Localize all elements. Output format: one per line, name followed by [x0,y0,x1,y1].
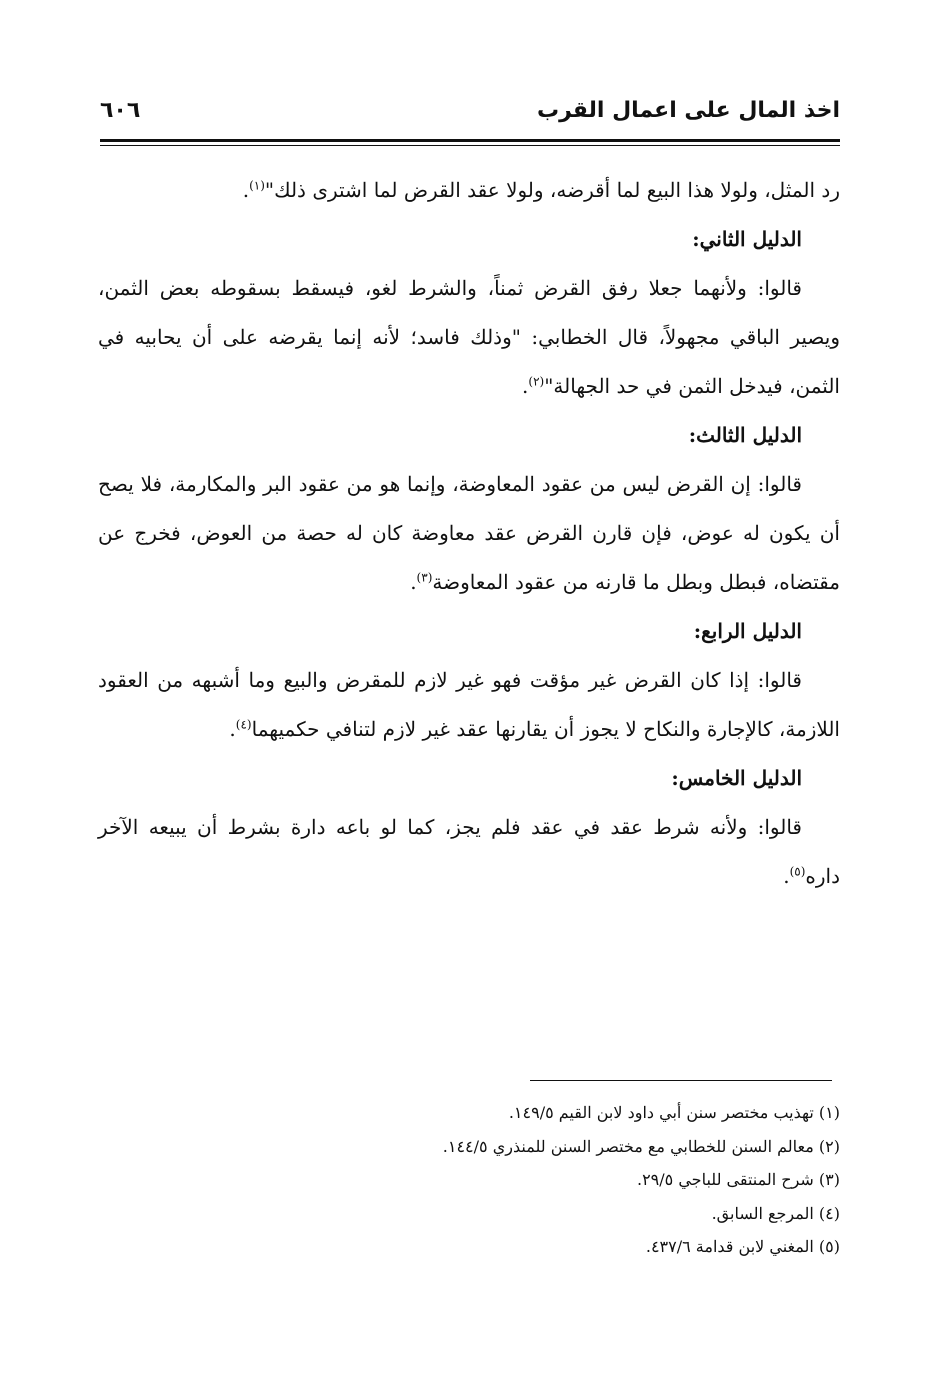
paragraph: قالوا: إذا كان القرض غير مؤقت فهو غير لازم للمقرض والبيع وما أشبهه من العقود اللازمة، كالإجارة والنكاح لا يجوز أن يقارنها عقد غير لازم لتنافي حكميهما$^{(٤)}$. [98,668,840,741]
footnotes [100,1096,840,1264]
running-title: اخذ المال على اعمال القرب [536,98,840,123]
running-header [100,98,840,134]
footnote: (٤) المرجع السابق. [711,1203,840,1223]
header-rule-thin [100,145,840,146]
paragraph: قالوا: ولأنهما جعلا رفق القرض ثمناً، والشرط لغو، فيسقط بسقوطه بعض الثمن، ويصير الباقي مجهولاً، قال الخطابي: "وذلك فاسد؛ لأنه إنما يقرضه على أن يحابيه في الثمن، فيدخل الثمن في حد الجهالة"$^{(٢)}$. [98,276,840,398]
paragraph: قالوا: ولأنه شرط عقد في عقد فلم يجز، كما لو باعه دارة بشرط أن يبيعه الآخر داره$^{(٥)}$. [98,815,840,888]
footnote-ref: (٢) [528,374,545,389]
section-heading: الدليل الثاني: [692,227,802,251]
footnote: (٥) المغني لابن قدامة ٤٣٧/٦. [645,1237,840,1256]
footnote: (٢) معالم السنن للخطابي مع مختصر السنن للمنذري ١٤٤/٥. [442,1136,840,1156]
page-number: ٦٠٦ [100,98,141,123]
footnote: (١) تهذيب مختصر سنن أبي داود لابن القيم ١٤٩/٥. [508,1103,840,1122]
footnote-ref: (٣) [416,570,433,585]
body-text [98,166,840,901]
footnote-ref: (٥) [789,864,806,879]
section-heading: الدليل الرابع: [693,619,802,643]
section-heading: الدليل الخامس: [671,766,802,790]
footnote-ref: (٤) [235,717,252,732]
section-heading: الدليل الثالث: [688,423,802,447]
paragraph: رد المثل، ولولا هذا البيع لما أقرضه، ولولا عقد القرض لما اشترى ذلك"$^{(١)}$. [242,178,840,202]
footnote-ref: (١) [249,178,265,193]
footnote-separator [530,1080,832,1081]
paragraph: قالوا: إن القرض ليس من عقود المعاوضة، وإنما هو من عقود البر والمكارمة، فلا يصح أن يكون له عوض، فإن قارن القرض عقد معاوضة كان له حصة من العوض، فخرج عن مقتضاه، فبطل وبطل ما قارنه من عقود المعاوضة$^{(٣)}$. [98,472,840,594]
footnote: (٣) شرح المنتقى للباجي ٢٩/٥. [636,1170,840,1189]
header-rule-thick [100,139,840,142]
